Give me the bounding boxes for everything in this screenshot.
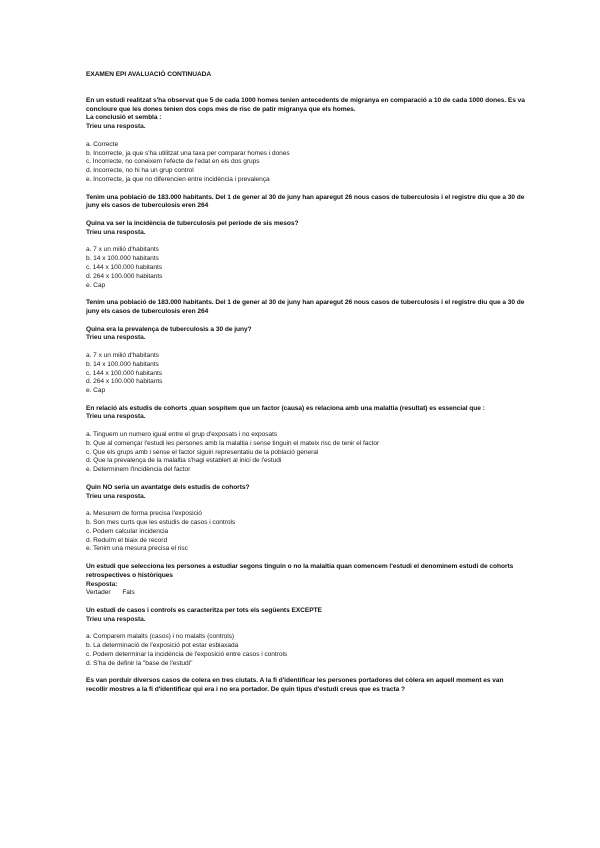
question-4-text: En relació als estudis de cohorts ,quan sospitem que un factor (causa) es relaciona amb una malaltia (resultat) es essencial que : — [86, 404, 485, 412]
option-d[interactable]: d. 264 x 100.000 habitants — [86, 272, 163, 280]
option-a[interactable]: a. Comparem malalts (casos) i no malalts (controls) — [86, 633, 235, 641]
question-3 — [86, 299, 526, 396]
option-c[interactable]: c. 144 x 100.000 habitants — [86, 369, 163, 377]
question-7 — [86, 607, 526, 669]
option-a[interactable]: a. 7 x un milió d'habitants — [86, 246, 159, 254]
question-2-context: Tenim una població de 183.000 habitants. Del 1 de gener al 30 de juny han aparegut 26 nous casos de tuberculosis i el registre diu que a 30 de juny els casos de tuberculosis eren 264 — [86, 193, 525, 210]
option-a[interactable]: a. Tinguem un numero igual entre el grup d'exposats i no exposats — [86, 431, 278, 439]
question-7-text: Un estudi de casos i controls es caracteritza per tots els següents EXCEPTE — [86, 607, 322, 615]
option-e[interactable]: e. Cap — [86, 281, 106, 289]
question-6 — [86, 563, 526, 598]
question-5-text: Quin NO seria un avantatge dels estudis de cohorts? — [86, 483, 250, 491]
question-8-text: Es van porduir diversos casos de colera en tres ciutats. A la fi d'identificar les persones portadores del còlera en aquell moment es van recollir mostres a la fi d'identificar qui era i no era portador. De quin tipus d'estudi creus que es tracta ? — [86, 677, 504, 694]
exam-title: EXAMEN EPI AVALUACIÓ CONTINUADA — [86, 71, 212, 78]
question-5-prompt: Trieu una resposta. — [86, 492, 146, 500]
option-c[interactable]: c. Que els grups amb i sense el factor siguin representatiu de la població general — [86, 448, 319, 456]
option-c[interactable]: c. Podem calcular incidencia — [86, 527, 169, 535]
option-b[interactable]: b. La determinació de l'exposició pot estar esbiaxada — [86, 642, 239, 650]
option-e[interactable]: e. Cap — [86, 387, 106, 395]
option-b[interactable]: b. 14 x 100.000 habitants — [86, 255, 159, 263]
option-d[interactable]: d. S'ha de definir la "base de l'estudi" — [86, 659, 193, 667]
answer-false[interactable]: Fals — [122, 589, 135, 597]
question-3-prompt: Trieu una resposta. — [86, 334, 146, 342]
question-6-answers — [86, 589, 526, 598]
question-2 — [86, 194, 526, 291]
option-a[interactable]: a. Mesurem de forma precisa l'exposició — [86, 510, 202, 518]
option-c[interactable]: c. Podem determinar la incidència de l'exposició entre casos i controls — [86, 651, 288, 658]
option-c[interactable]: c. 144 x 100.000 habitants — [86, 263, 163, 271]
question-5-options — [86, 510, 526, 554]
option-b[interactable]: b. Son mes curts que les estudis de casos i controls — [86, 519, 236, 527]
question-4-prompt: Trieu una resposta. — [86, 413, 146, 421]
question-5 — [86, 484, 526, 554]
option-d[interactable]: d. 264 x 100.000 habitants — [86, 378, 163, 386]
option-b[interactable]: b. Que al començar l'estudi les persones amb la malaltia i sense tinguin el mateix risc de tenir el factor — [86, 439, 380, 447]
question-4 — [86, 405, 526, 475]
option-b[interactable]: b. Incorrecte, ja que s'ha utilitzat una taxa per comparar homes i dones — [86, 149, 290, 157]
question-3-options — [86, 352, 526, 396]
question-1-prompt: Trieu una resposta. — [86, 123, 146, 131]
question-2-prompt: Trieu una resposta. — [86, 228, 146, 236]
option-a[interactable]: a. 7 x un milió d'habitants — [86, 351, 159, 359]
question-1-text2: La conclusió et sembla : — [86, 114, 162, 122]
option-b[interactable]: b. 14 x 100.000 habitants — [86, 360, 159, 368]
option-e[interactable]: e. Determinem l'incidència del factor — [86, 466, 191, 474]
option-e[interactable]: e. Tenim una mesura precisa el risc — [86, 545, 188, 553]
question-1 — [86, 97, 526, 185]
question-7-prompt: Trieu una resposta. — [86, 615, 146, 623]
question-3-context: Tenim una població de 183.000 habitants. Del 1 de gener al 30 de juny han aparegut 26 nous casos de tuberculosis i el registre diu que a 30 de juny els casos de tuberculosis eren 264 — [86, 299, 525, 315]
question-4-options — [86, 431, 526, 475]
question-2-text: Quina va ser la incidència de tuberculosis pel període de sis mesos? — [86, 219, 299, 227]
question-6-prompt: Resposta: — [86, 580, 118, 588]
answer-true[interactable]: Vertader — [86, 589, 111, 597]
option-e[interactable]: e. Incorrecte, ja que no diferencien entre incidència i prevalença — [86, 175, 270, 183]
question-7-options — [86, 633, 526, 668]
option-d[interactable]: d. Incorrecte, no hi ha un grup control — [86, 167, 194, 175]
option-d[interactable]: d. Reduïm el biaix de record — [86, 536, 168, 544]
exam-page — [86, 71, 526, 695]
question-8 — [86, 677, 526, 695]
question-6-text: Un estudi que selecciona les persones a estudiar segons tinguin o no la malaltia quan comencem l'estudi el denominem estudi de cohorts retrospectives o històriques — [86, 563, 514, 579]
question-3-text: Quina era la prevalença de tuberculosis a 30 de juny? — [86, 325, 252, 333]
question-2-options — [86, 246, 526, 290]
question-1-options — [86, 141, 526, 185]
question-1-text: En un estudi realitzat s'ha observat que 5 de cada 1000 homes tenien antecedents de migranya en comparació a 10 de cada 1000 dones. Es va concloure que les dones tenien dos cops mes de risc de patir migranya que els homes. — [86, 96, 525, 113]
option-d[interactable]: d. Que la prevalença de la malaltia s'hagi establert al inici de l'estudi — [86, 457, 282, 465]
option-a[interactable]: a. Correcte — [86, 140, 119, 148]
option-c[interactable]: c. Incorrecte, no coneixem l'efecte de l'edat en els dos grups — [86, 158, 260, 166]
